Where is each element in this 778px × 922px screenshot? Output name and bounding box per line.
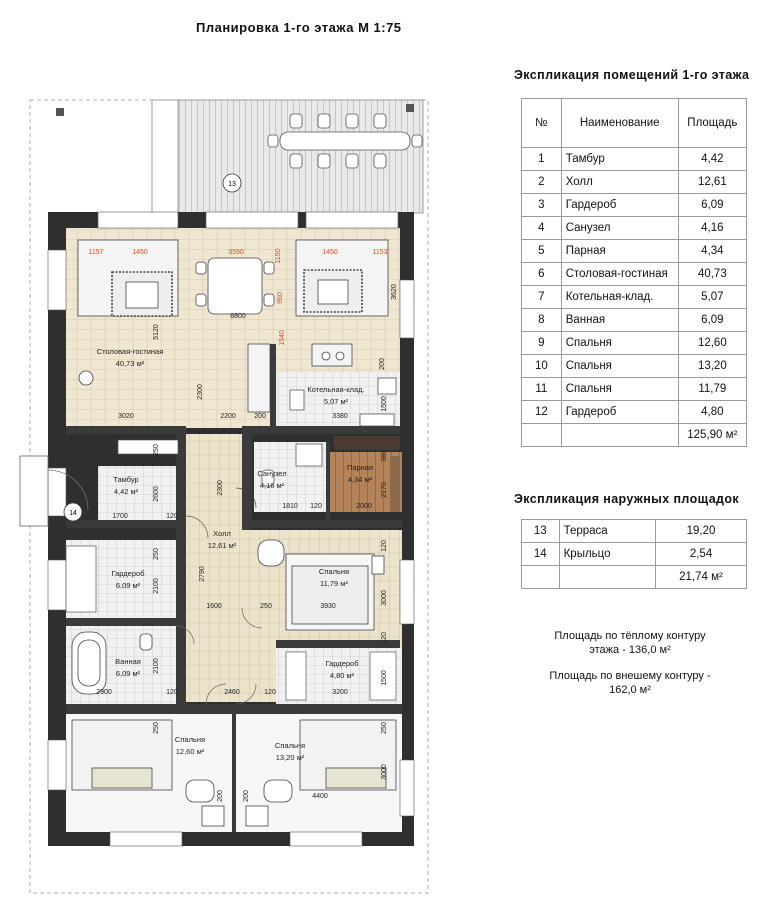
dim-text: 1540: [279, 330, 286, 346]
label-hall: Холл: [213, 529, 231, 538]
rooms-table-title: Экспликация помещений 1-го этажа: [514, 68, 750, 82]
empty-cell: [559, 566, 655, 589]
warm-contour-line-1: Площадь по тёплому контуру: [554, 630, 706, 642]
row-number: 4: [522, 217, 562, 240]
row-number: 10: [522, 355, 562, 378]
empty-cell: [522, 566, 560, 589]
warm-contour-note: [530, 629, 730, 657]
dim-text: 3590: [228, 249, 244, 256]
dim-text: 1157: [88, 249, 104, 256]
table-row: [522, 355, 747, 378]
terrace: [56, 100, 423, 213]
row-number: 8: [522, 309, 562, 332]
table-row: [522, 217, 747, 240]
room-name: Спальня: [561, 355, 678, 378]
label-living: Столовая-гостиная: [96, 347, 164, 356]
dim-text: 3620: [391, 284, 398, 300]
label-bath-wc-area: 4,16 м²: [259, 481, 285, 490]
dim-text: 120: [381, 540, 388, 552]
total-area: 21,74 м²: [656, 566, 747, 589]
label-hall-area: 12,61 м²: [207, 541, 237, 550]
room-name: Спальня: [561, 378, 678, 401]
table-row: [522, 263, 747, 286]
room-area: 13,20: [678, 355, 746, 378]
table-row: [522, 286, 747, 309]
label-sauna-area: 4,34 м²: [347, 475, 373, 484]
row-number: 12: [522, 401, 562, 424]
dim-text: 5120: [153, 324, 160, 340]
table-row: [522, 332, 747, 355]
room-area: 11,79: [678, 378, 746, 401]
dim-text: 1500: [381, 396, 388, 412]
dim-text: 1700: [112, 513, 128, 520]
row-number: 5: [522, 240, 562, 263]
label-wardrobe-2-area: 4,80 м²: [329, 671, 355, 680]
room-area: 5,07: [678, 286, 746, 309]
tambour-floor: [98, 466, 184, 520]
total-area: 125,90 м²: [678, 424, 746, 447]
dim-text: 2000: [356, 503, 372, 510]
room-area: 2,54: [656, 543, 747, 566]
dim-text: 2200: [220, 413, 236, 420]
room-name: Ванная: [561, 309, 678, 332]
outdoor-table: [521, 519, 747, 589]
dim-text: 2790: [199, 566, 206, 582]
outer-contour-note: [530, 669, 730, 697]
room-name: Столовая-гостиная: [561, 263, 678, 286]
dim-text: 3000: [381, 590, 388, 606]
label-bedroom-9-area: 12,60 м²: [175, 747, 205, 756]
room-name: Гардероб: [561, 401, 678, 424]
dim-text: 2900: [96, 689, 112, 696]
dim-text: 3020: [118, 413, 134, 420]
dim-text: 1153: [372, 249, 388, 256]
outer-contour-line-1: Площадь по внешему контуру -: [549, 670, 711, 682]
dim-text: 1450: [322, 249, 338, 256]
room-area: 19,20: [656, 520, 747, 543]
table-row: [522, 148, 747, 171]
label-bedroom-11-area: 11,79 м²: [320, 579, 348, 588]
dim-text: 2460: [224, 689, 240, 696]
col-header-area: Площадь: [678, 99, 746, 148]
col-header-num: №: [522, 99, 562, 148]
label-wardrobe-1-area: 6,09 м²: [115, 581, 141, 590]
label-tambour: Тамбур: [113, 475, 139, 484]
row-number: 6: [522, 263, 562, 286]
dim-text: 120: [166, 513, 178, 520]
terrace-number: 13: [228, 181, 236, 188]
row-number: 11: [522, 378, 562, 401]
dim-text: 120: [264, 689, 276, 696]
dim-text: 2170: [381, 482, 388, 498]
room-name: Крыльцо: [559, 543, 655, 566]
dim-text: 1450: [132, 249, 148, 256]
table-row: [522, 194, 747, 217]
dim-text: 1150: [275, 248, 282, 264]
label-bedroom-9: Спальня: [174, 735, 206, 744]
dim-text: 250: [260, 603, 272, 610]
dim-text: 200: [217, 790, 224, 802]
room-area: 6,09: [678, 194, 746, 217]
dim-text: 3380: [332, 413, 348, 420]
row-number: 7: [522, 286, 562, 309]
room-area: 12,61: [678, 171, 746, 194]
table-row: [522, 171, 747, 194]
label-bedroom-11: Спальня: [318, 567, 350, 576]
dim-text: 2300: [197, 384, 204, 400]
label-living-area: 40,73 м²: [115, 359, 145, 368]
room-name: Гардероб: [561, 194, 678, 217]
dim-text: 2100: [153, 658, 160, 674]
label-bathroom: Ванная: [115, 657, 141, 666]
total-row: [522, 424, 747, 447]
table-row: [522, 378, 747, 401]
room-name: Спальня: [561, 332, 678, 355]
table-row: [522, 240, 747, 263]
dim-text: 8800: [230, 313, 246, 320]
dim-text: 1810: [282, 503, 298, 510]
row-number: 13: [522, 520, 560, 543]
room-area: 4,42: [678, 148, 746, 171]
outdoor-table-title: Экспликация наружных площадок: [514, 492, 740, 506]
dim-text: 120: [381, 632, 388, 644]
label-bath-wc: Санузел: [257, 469, 287, 478]
room-name: Тамбур: [561, 148, 678, 171]
table-row: [522, 543, 747, 566]
dim-text: 2300: [217, 480, 224, 496]
label-bedroom-10: Спальня: [274, 741, 306, 750]
dim-text: 250: [153, 722, 160, 734]
dim-text: 250: [381, 722, 388, 734]
empty-cell: [561, 424, 678, 447]
room-area: 6,09: [678, 309, 746, 332]
dim-text: 200: [254, 413, 266, 420]
dim-text: 3930: [320, 603, 336, 610]
dim-text: 380: [381, 450, 388, 462]
room-area: 4,80: [678, 401, 746, 424]
room-area: 12,60: [678, 332, 746, 355]
dim-text: 250: [153, 444, 160, 456]
dim-text: 1500: [381, 670, 388, 686]
rooms-table: [521, 98, 747, 447]
room-name: Санузел: [561, 217, 678, 240]
row-number: 1: [522, 148, 562, 171]
label-boiler: Котельная-клад.: [307, 385, 365, 394]
row-number: 2: [522, 171, 562, 194]
room-area: 4,34: [678, 240, 746, 263]
row-number: 3: [522, 194, 562, 217]
sauna-heater: [334, 436, 400, 450]
label-tambour-area: 4,42 м²: [113, 487, 139, 496]
room-name: Котельная-клад.: [561, 286, 678, 309]
label-bedroom-10-area: 13,20 м²: [275, 753, 305, 762]
label-sauna: Парная: [346, 463, 374, 472]
dim-text: 4400: [312, 793, 328, 800]
dim-text: 1600: [206, 603, 222, 610]
dim-text: 200: [243, 790, 250, 802]
room-name: Терраса: [559, 520, 655, 543]
dim-text: 250: [153, 548, 160, 560]
table-row: [522, 309, 747, 332]
room-name: Парная: [561, 240, 678, 263]
outer-contour-line-2: 162,0 м²: [609, 684, 651, 696]
empty-cell: [522, 424, 562, 447]
plan-title: Планировка 1-го этажа М 1:75: [196, 20, 402, 35]
dim-text: 960: [277, 292, 284, 304]
row-number: 9: [522, 332, 562, 355]
room-area: 40,73: [678, 263, 746, 286]
col-header-name: Наименование: [561, 99, 678, 148]
dim-text: 2600: [153, 486, 160, 502]
warm-contour-line-2: этажа - 136,0 м²: [589, 644, 671, 656]
label-bathroom-area: 6,09 м²: [115, 669, 141, 678]
dim-text: 120: [310, 503, 322, 510]
table-row: [522, 401, 747, 424]
row-number: 14: [522, 543, 560, 566]
room-area: 4,16: [678, 217, 746, 240]
dim-text: 120: [166, 689, 178, 696]
total-row: [522, 566, 747, 589]
dim-text: 3200: [332, 689, 348, 696]
label-wardrobe-2: Гардероб: [325, 659, 359, 668]
dim-text: 200: [379, 358, 386, 370]
label-wardrobe-1: Гардероб: [111, 569, 145, 578]
label-boiler-area: 5,07 м²: [323, 397, 349, 406]
table-row: [522, 520, 747, 543]
room-name: Холл: [561, 171, 678, 194]
hall-floor: [186, 434, 242, 702]
dim-text: 3000: [381, 764, 388, 780]
dim-text: 2100: [153, 578, 160, 594]
porch-number: 14: [69, 510, 77, 517]
